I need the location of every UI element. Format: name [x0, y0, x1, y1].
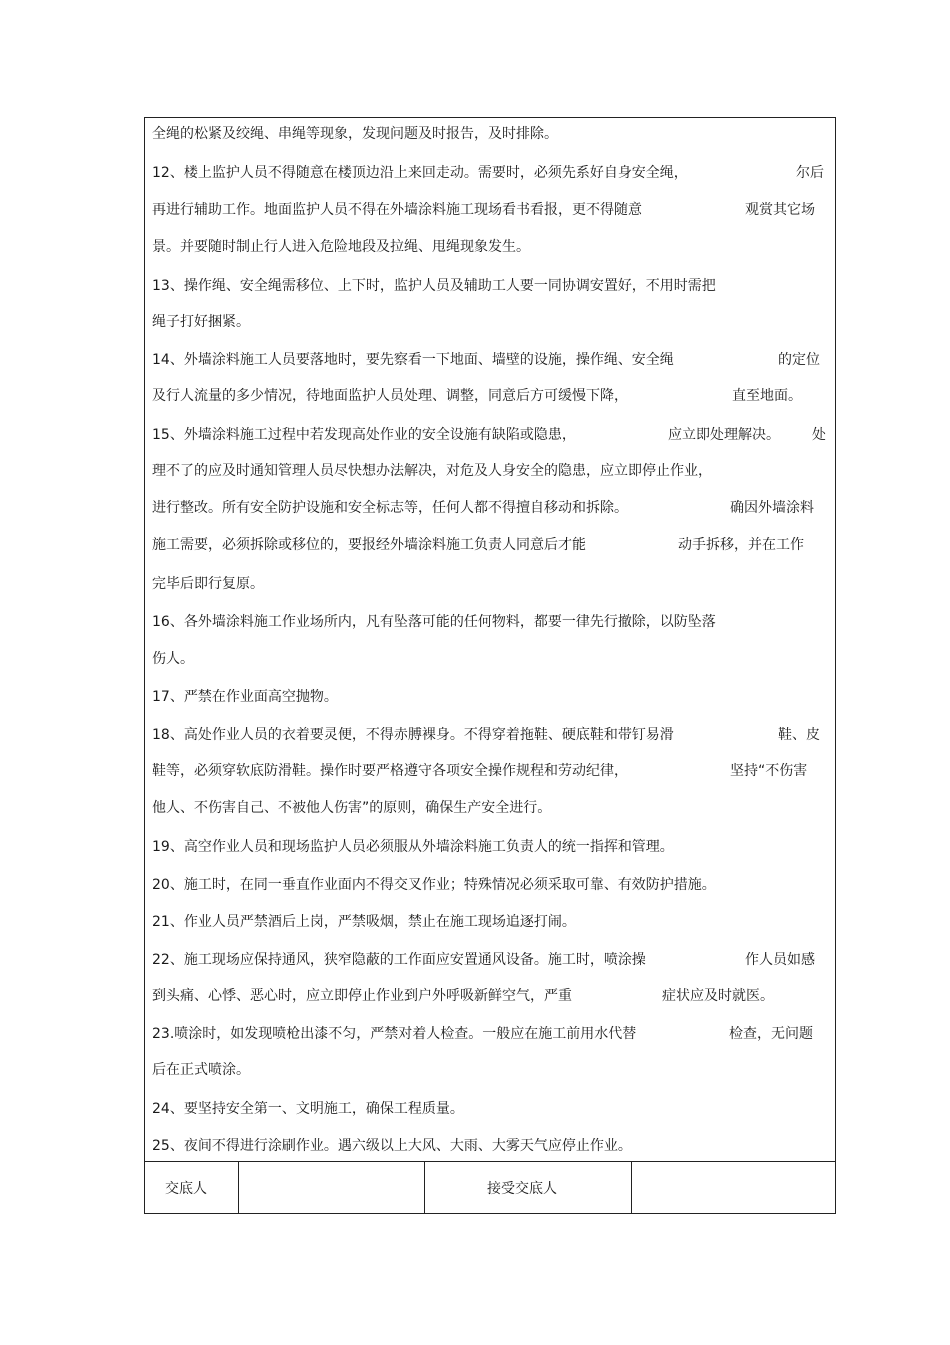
text-line: 后在正式喷涂。 [152, 1062, 250, 1078]
text-line: 鞋等，必须穿软底防滑鞋。操作时要严格遵守各项安全操作规程和劳动纪律， [152, 763, 628, 779]
text-line: 他人、不伤害自己、不被他人伤害”的原则，确保生产安全进行。 [152, 800, 552, 816]
text-line: 25、夜间不得进行涂刷作业。遇六级以上大风、大雨、大雾天气应停止作业。 [152, 1138, 632, 1154]
text-line: 直至地面。 [732, 388, 802, 404]
text-line: 检查，无问题 [729, 1026, 813, 1042]
text-line: 13、操作绳、安全绳需移位、上下时，监护人员及辅助工人要一同协调安置好，不用时需把 [152, 278, 716, 294]
text-line: 观赏其它场 [745, 202, 815, 218]
text-line: 18、高处作业人员的衣着要灵便，不得赤膊裸身。不得穿着拖鞋、硬底鞋和带钉易滑 [152, 727, 674, 743]
text-line: 23.喷涂时，如发现喷枪出漆不匀，严禁对着人检查。一般应在施工前用水代替 [152, 1026, 637, 1042]
text-line: 16、各外墙涂料施工作业场所内，凡有坠落可能的任何物料，都要一律先行撤除，以防坠落 [152, 614, 716, 630]
text-line: 22、施工现场应保持通风，狭窄隐蔽的工作面应安置通风设备。施工时，喷涂操 [152, 952, 646, 968]
text-line: 理不了的应及时通知管理人员尽快想办法解决，对危及人身安全的隐患，应立即停止作业， [152, 463, 712, 479]
text-line: 到头痛、心悸、恶心时，应立即停止作业到户外呼吸新鲜空气，严重 [152, 988, 572, 1004]
text-line: 鞋、皮 [778, 727, 820, 743]
discloser-label: 交底人 [165, 1181, 207, 1197]
text-line: 绳子打好捆紧。 [152, 314, 250, 330]
text-line: 确因外墙涂料 [730, 500, 814, 516]
text-line: 20、施工时，在同一垂直作业面内不得交叉作业；特殊情况必须采取可靠、有效防护措施。 [152, 877, 716, 893]
text-line: 施工需要，必须拆除或移位的，要报经外墙涂料施工负责人同意后才能 [152, 537, 586, 553]
text-line: 应立即处理解决。 [668, 427, 780, 443]
column-divider [238, 1161, 239, 1214]
text-line: 景。并要随时制止行人进入危险地段及拉绳、甩绳现象发生。 [152, 239, 530, 255]
text-line: 15、外墙涂料施工过程中若发现高处作业的安全设施有缺陷或隐患， [152, 427, 576, 443]
column-divider [424, 1161, 425, 1214]
text-line: 的定位 [778, 352, 820, 368]
text-line: 尔后 [796, 165, 824, 181]
text-line: 17、严禁在作业面高空抛物。 [152, 689, 338, 705]
text-line: 再进行辅助工作。地面监护人员不得在外墙涂料施工现场看书看报，更不得随意 [152, 202, 642, 218]
text-line: 12、楼上监护人员不得随意在楼顶边沿上来回走动。需要时，必须先系好自身安全绳， [152, 165, 688, 181]
text-line: 全绳的松紧及绞绳、串绳等现象，发现问题及时报告，及时排除。 [152, 126, 558, 142]
text-line: 及行人流量的多少情况，待地面监护人员处理、调整，同意后方可缓慢下降， [152, 388, 628, 404]
text-line: 处 [812, 427, 826, 443]
text-line: 伤人。 [152, 651, 194, 667]
text-line: 19、高空作业人员和现场监护人员必须服从外墙涂料施工负责人的统一指挥和管理。 [152, 839, 674, 855]
text-line: 坚持“不伤害 [730, 763, 808, 779]
text-line: 完毕后即行复原。 [152, 576, 264, 592]
text-line: 动手拆移，并在工作 [678, 537, 804, 553]
text-line: 24、要坚持安全第一、文明施工，确保工程质量。 [152, 1101, 464, 1117]
column-divider [631, 1161, 632, 1214]
text-line: 14、外墙涂料施工人员要落地时，要先察看一下地面、墙壁的设施，操作绳、安全绳 [152, 352, 674, 368]
text-line: 作人员如感 [745, 952, 815, 968]
text-line: 21、作业人员严禁酒后上岗，严禁吸烟，禁止在施工现场追逐打闹。 [152, 914, 576, 930]
text-line: 进行整改。所有安全防护设施和安全标志等，任何人都不得擅自移动和拆除。 [152, 500, 628, 516]
receiver-label: 接受交底人 [487, 1181, 557, 1197]
text-line: 症状应及时就医。 [662, 988, 774, 1004]
